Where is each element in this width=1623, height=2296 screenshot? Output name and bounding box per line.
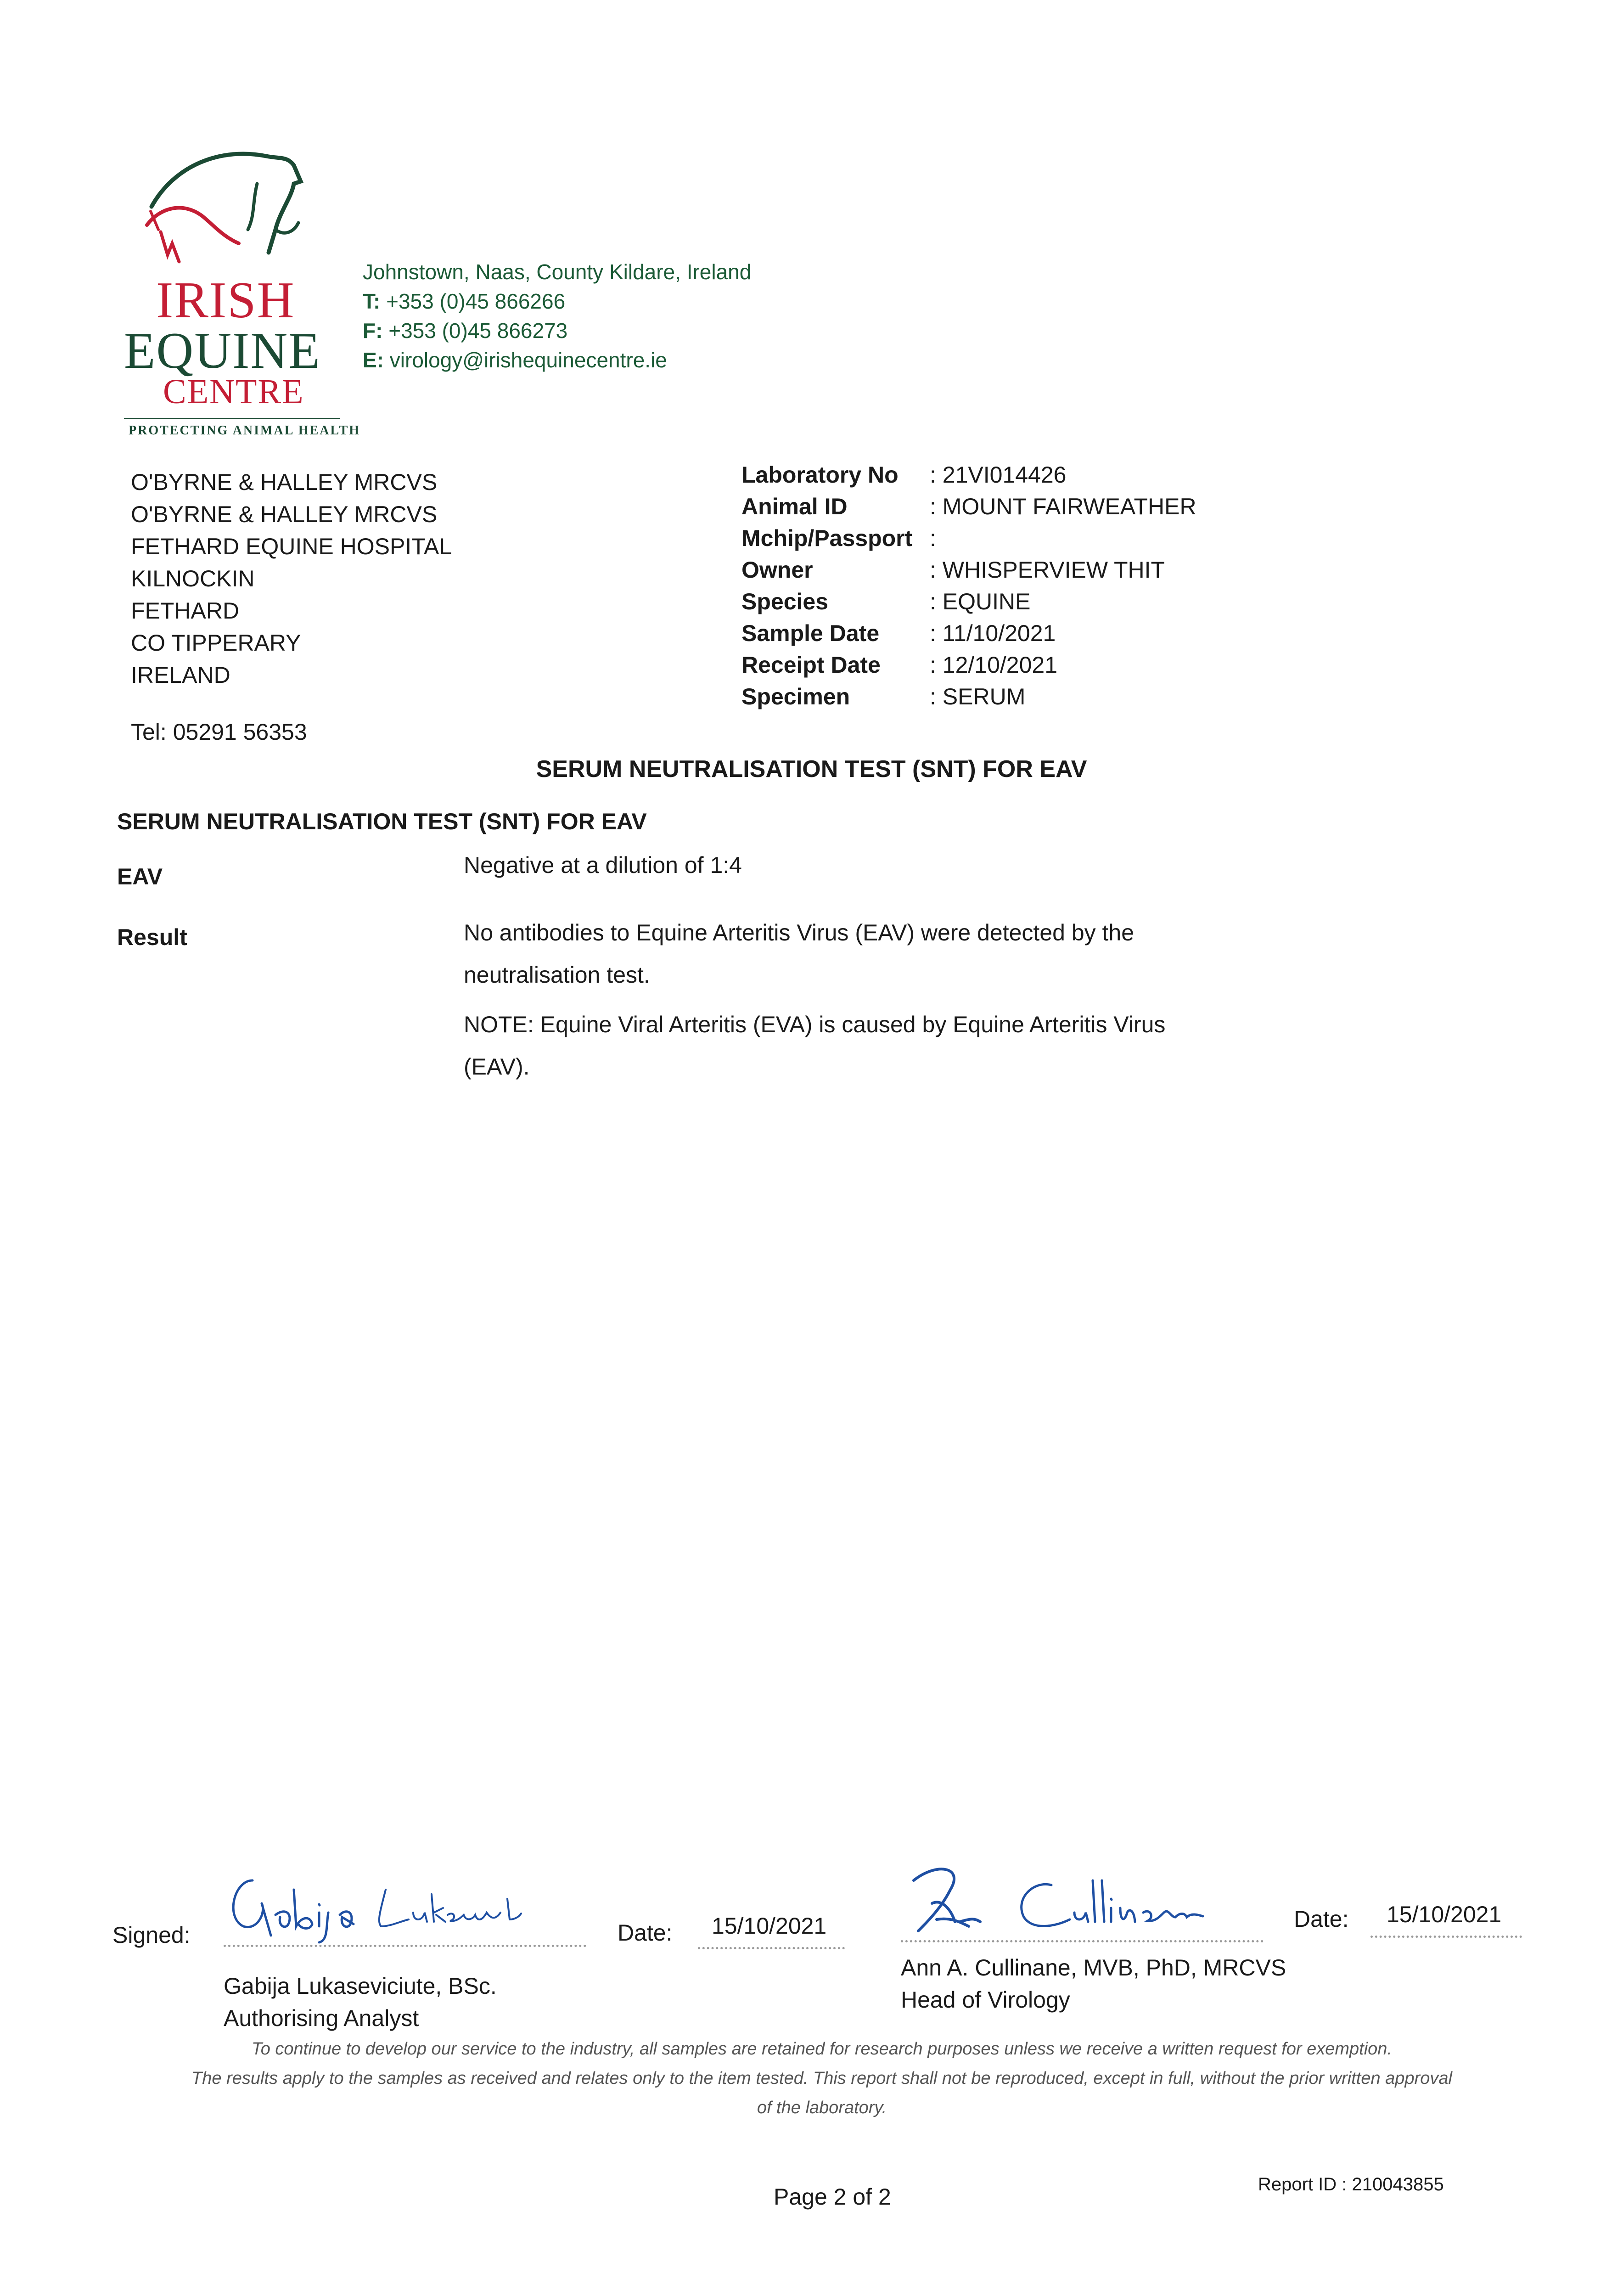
address-line: CO TIPPERARY: [131, 630, 301, 656]
info-row-owner: Owner : WHISPERVIEW THIT: [741, 557, 1165, 583]
section-title: SERUM NEUTRALISATION TEST (SNT) FOR EAV: [117, 809, 647, 834]
address-line: IRELAND: [131, 662, 230, 688]
contact-phone: T: +353 (0)45 866266: [363, 289, 566, 313]
logo-tagline: PROTECTING ANIMAL HEALTH: [129, 423, 361, 438]
horse-head-logo-icon: [142, 138, 317, 271]
disclaimer-line-2: The results apply to the samples as received and relates only to the item tested. This report shall not be reproduced, except in full, without the prior written approval of the laboratory.: [191, 2069, 1452, 2117]
date-value-2: 15/10/2021: [1387, 1902, 1502, 1927]
signature-gabija: [216, 1862, 537, 1945]
eav-value: Negative at a dilution of 1:4: [464, 852, 742, 878]
signatory-1-name: Gabija Lukaseviciute, BSc.: [224, 1973, 497, 1999]
report-title: SERUM NEUTRALISATION TEST (SNT) FOR EAV: [536, 756, 1087, 782]
address-line: FETHARD: [131, 598, 240, 624]
contact-address: Johnstown, Naas, County Kildare, Ireland: [363, 260, 752, 284]
address-line: FETHARD EQUINE HOSPITAL: [131, 534, 452, 559]
date-value-1: 15/10/2021: [712, 1913, 827, 1939]
info-row-laboratory-no: Laboratory No : 21VI014426: [741, 462, 1067, 488]
signatory-1: [224, 1970, 497, 2034]
sample-info: [741, 459, 1196, 713]
info-row-mchip-passport: Mchip/Passport :: [741, 525, 936, 551]
report-id: Report ID : 210043855: [1258, 2174, 1444, 2195]
date-line-1: [698, 1947, 845, 1949]
eav-label: EAV: [117, 864, 163, 889]
disclaimer: [184, 2034, 1460, 2122]
info-row-animal-id: Animal ID : MOUNT FAIRWEATHER: [741, 494, 1196, 519]
disclaimer-line-1: To continue to develop our service to the industry, all samples are retained for research purposes unless we receive a written request for exemption.: [252, 2039, 1392, 2059]
contact-fax: F: +353 (0)45 866273: [363, 319, 568, 343]
info-row-sample-date: Sample Date : 11/10/2021: [741, 620, 1056, 646]
signed-label: Signed:: [112, 1922, 191, 1948]
signatory-2-role: Head of Virology: [901, 1987, 1070, 2013]
signature-line-1: [224, 1945, 586, 1947]
date-label-2: Date:: [1294, 1906, 1349, 1932]
signature-line-2: [901, 1940, 1264, 1942]
signatory-2: [901, 1952, 1286, 2016]
logo-word-equine: EQUINE: [124, 322, 321, 379]
contact-block: [363, 257, 751, 375]
logo-word-centre: CENTRE: [163, 372, 304, 411]
recipient-tel: Tel: 05291 56353: [131, 719, 307, 745]
result-label: Result: [117, 924, 187, 950]
info-row-species: Species : EQUINE: [741, 589, 1031, 614]
logo-word-irish: IRISH: [156, 272, 295, 329]
result-value: No antibodies to Equine Arteritis Virus (EAV) were detected by the neutralisation test.: [464, 920, 1134, 988]
date-line-2: [1370, 1936, 1522, 1938]
date-label-1: Date:: [618, 1920, 673, 1946]
result-note: NOTE: Equine Viral Arteritis (EVA) is caused by Equine Arteritis Virus (EAV).: [464, 1012, 1166, 1080]
recipient-address: [131, 466, 452, 691]
page-number: Page 2 of 2: [774, 2184, 891, 2210]
contact-email[interactable]: E: virology@irishequinecentre.ie: [363, 348, 667, 372]
signatory-2-name: Ann A. Cullinane, MVB, PhD, MRCVS: [901, 1955, 1286, 1981]
signature-ann-cullinane: [900, 1853, 1267, 1940]
address-line: KILNOCKIN: [131, 566, 255, 591]
logo-divider: [124, 418, 340, 419]
signatory-1-role: Authorising Analyst: [224, 2005, 419, 2031]
info-row-receipt-date: Receipt Date : 12/10/2021: [741, 652, 1058, 678]
info-row-specimen: Specimen : SERUM: [741, 684, 1026, 709]
irish-equine-centre-logo: [124, 138, 361, 445]
address-line: O'BYRNE & HALLEY MRCVS: [131, 469, 438, 495]
address-line: O'BYRNE & HALLEY MRCVS: [131, 501, 438, 527]
